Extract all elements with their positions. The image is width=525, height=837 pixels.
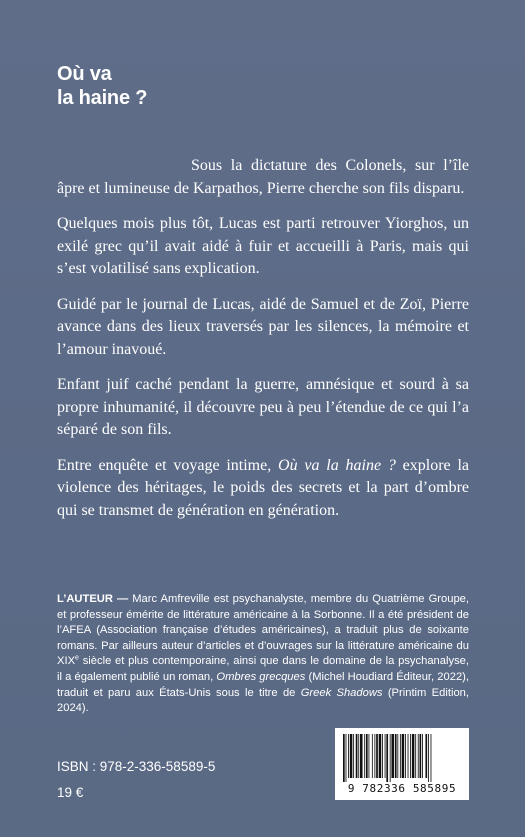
barcode-bar: [379, 734, 382, 778]
barcode-bar: [386, 734, 388, 782]
synopsis-p5-before: Entre enquête et voyage intime,: [57, 456, 279, 474]
barcode-bar: [408, 734, 409, 778]
barcode-bar: [346, 734, 347, 782]
synopsis-paragraph-1: Sous la dictature des Colonels, sur l’île âpre et lumineuse de Karpathos, Pierre cherche son fils disparu.: [57, 157, 469, 197]
author-bio-text-2: siècle et plus contemporaine, ainsi que dans le domaine de la psychanalyse, il a également publié un roman,: [57, 655, 469, 683]
barcode-digits: 9 782336 585895: [347, 782, 457, 795]
barcode-bar: [360, 734, 363, 778]
barcode-bar: [412, 734, 415, 778]
barcode-bar: [369, 734, 370, 778]
synopsis-paragraph-2: Quelques mois plus tôt, Lucas est parti retrouver Yiorghos, un exilé grec qu’il avait aidé à fuir et accueilli à Paris, mais qui s’est volatilisé sans explication.: [57, 215, 469, 277]
isbn: ISBN : 978-2-336-58589-5: [57, 759, 216, 774]
barcode-bar: [391, 734, 394, 778]
title-line-1: Où va: [57, 63, 112, 85]
synopsis-p5-title: Où va la haine ?: [278, 456, 396, 474]
barcode-bar: [420, 734, 422, 778]
author-bio-text-4: (Printim Edition, 2024).: [57, 686, 469, 715]
author-bio-superscript: e: [75, 654, 79, 662]
barcode-bar: [348, 734, 349, 778]
barcode-bar: [410, 734, 411, 778]
price: 19 €: [57, 785, 84, 800]
barcode-bar: [402, 734, 405, 778]
book-title: [57, 62, 277, 110]
barcode-bar: [350, 734, 353, 778]
barcode-bar: [390, 734, 391, 782]
title-line-2: la haine ?: [57, 87, 148, 109]
barcode-bar: [397, 734, 398, 778]
barcode-bar: [366, 734, 368, 778]
synopsis: [57, 155, 469, 535]
barcode-bar: [343, 734, 345, 782]
barcode-bar: [353, 734, 354, 778]
barcode-bar: [395, 734, 397, 778]
synopsis-paragraph-4: Enfant juif caché pendant la guerre, amnésique et sourd à sa propre inhumanité, il découvre peu à peu l’étendue de ce qui l’a séparé de son fils.: [57, 376, 469, 438]
author-book-1: Ombres grecques: [216, 670, 306, 683]
author-bio: [57, 592, 469, 717]
barcode-bar: [382, 734, 383, 778]
synopsis-paragraph-3: Guidé par le journal de Lucas, aidé de Samuel et de Zoï, Pierre avance dans des lieux traversés par les silences, la mémoire et l’amour inavoué.: [57, 295, 469, 358]
barcode-bar: [425, 734, 427, 778]
barcode: [335, 728, 469, 800]
barcode-bar: [405, 734, 406, 778]
author-bio-text-3: (Michel Houdiard Éditeur, 2022), traduit et paru aux États-Unis sous le titre de: [57, 670, 470, 699]
synopsis-paragraph-5: [57, 455, 469, 523]
barcode-bar: [400, 734, 401, 778]
barcode-bar: [431, 734, 432, 782]
synopsis-p5-after: explore la violence des héritages, le poids des secrets et la part d’ombre qui se transmet de génération en génération.: [57, 456, 469, 519]
barcode-bar: [415, 734, 416, 778]
author-label: L’AUTEUR —: [57, 593, 129, 605]
barcode-bar: [374, 734, 375, 778]
barcode-bar: [418, 734, 419, 778]
author-bio-text-1: Marc Amfreville est psychanalyste, membre du Quatrième Groupe, et professeur émérite de littérature américaine à la Sorbonne. Il a été président de l’AFEA (Association française d’études américaines), a traduit plus de soixante romans. Par ailleurs auteur d’articles et d’ouvrages sur la littérature américaine du XIX: [57, 593, 469, 668]
author-book-2: Greek Shadows: [300, 686, 383, 699]
barcode-bar: [364, 734, 365, 778]
barcode-bar: [422, 734, 423, 778]
barcode-bar: [428, 734, 429, 782]
barcode-bar: [376, 734, 378, 778]
barcode-bar: [385, 734, 386, 778]
barcode-bars: [343, 734, 461, 782]
barcode-bar: [358, 734, 359, 778]
barcode-bar: [372, 734, 373, 778]
barcode-bar: [356, 734, 358, 778]
